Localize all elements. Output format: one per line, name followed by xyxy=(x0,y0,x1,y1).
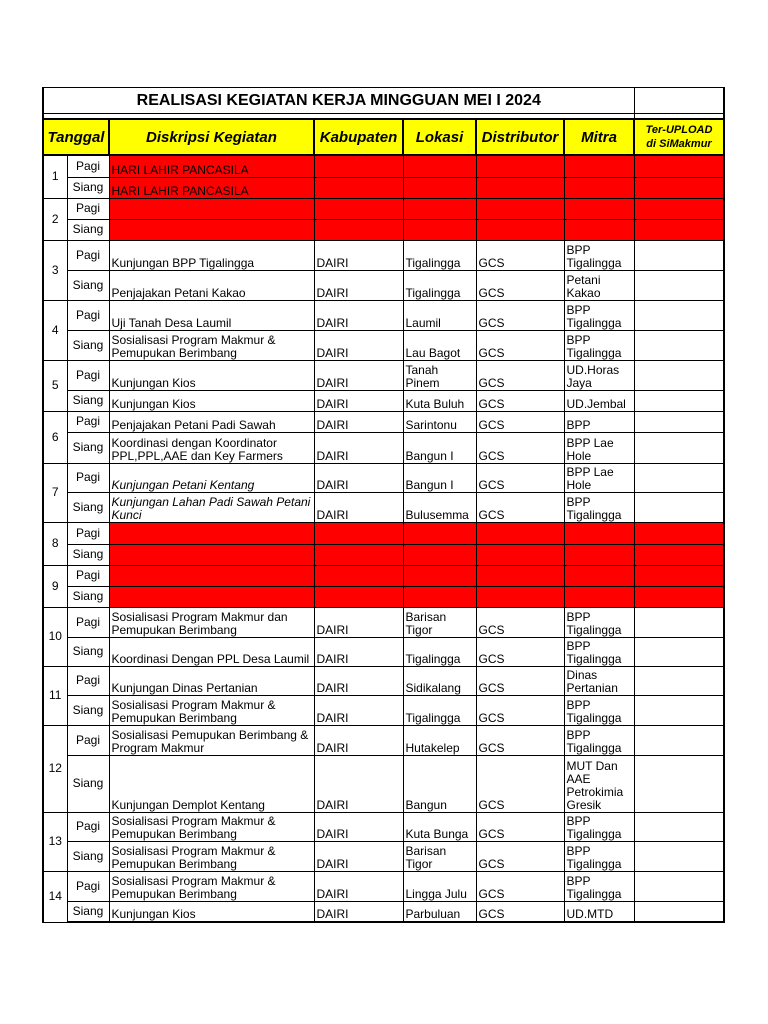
day-number: 14 xyxy=(43,871,67,922)
distributor-cell: GCS xyxy=(476,432,564,463)
session-cell: Pagi xyxy=(67,300,109,330)
lokasi-cell: Barisan Tigor xyxy=(403,841,476,871)
session-cell: Pagi xyxy=(67,240,109,270)
description-cell: HARI LAHIR PANCASILA xyxy=(109,155,314,177)
distributor-cell xyxy=(476,522,564,544)
kabupaten-cell: DAIRI xyxy=(314,695,403,725)
day-number: 6 xyxy=(43,411,67,463)
table-row xyxy=(43,695,724,725)
header-tanggal: Tanggal xyxy=(43,119,109,155)
mitra-cell xyxy=(564,565,634,586)
description-cell: Kunjungan Kios xyxy=(109,390,314,411)
description-cell: Kunjungan Dinas Pertanian xyxy=(109,666,314,695)
session-cell: Pagi xyxy=(67,198,109,219)
lokasi-cell: Parbuluan xyxy=(403,901,476,922)
table-row xyxy=(43,219,724,240)
session-cell: Pagi xyxy=(67,812,109,841)
upload-cell xyxy=(634,755,724,812)
distributor-cell: GCS xyxy=(476,300,564,330)
kabupaten-cell: DAIRI xyxy=(314,871,403,901)
kabupaten-cell: DAIRI xyxy=(314,270,403,300)
upload-cell xyxy=(634,871,724,901)
upload-cell xyxy=(634,270,724,300)
lokasi-cell: Bangun xyxy=(403,755,476,812)
table-row xyxy=(43,177,724,198)
day-number: 1 xyxy=(43,155,67,198)
kabupaten-cell: DAIRI xyxy=(314,390,403,411)
upload-cell xyxy=(634,492,724,522)
mitra-cell xyxy=(564,544,634,565)
session-cell: Pagi xyxy=(67,411,109,432)
upload-cell xyxy=(634,522,724,544)
table-row xyxy=(43,871,724,901)
kabupaten-cell: DAIRI xyxy=(314,492,403,522)
mitra-cell xyxy=(564,522,634,544)
mitra-cell: UD.Jembal xyxy=(564,390,634,411)
kabupaten-cell xyxy=(314,586,403,607)
kabupaten-cell xyxy=(314,219,403,240)
header-lokasi: Lokasi xyxy=(403,119,476,155)
lokasi-cell: Laumil xyxy=(403,300,476,330)
lokasi-cell: Sidikalang xyxy=(403,666,476,695)
day-number: 12 xyxy=(43,725,67,812)
header-distributor: Distributor xyxy=(476,119,564,155)
header-kabupaten: Kabupaten xyxy=(314,119,403,155)
header-uploaded xyxy=(634,119,724,155)
description-cell: Penjajakan Petani Kakao xyxy=(109,270,314,300)
day-number: 10 xyxy=(43,607,67,666)
upload-cell xyxy=(634,565,724,586)
table-row xyxy=(43,300,724,330)
day-number: 11 xyxy=(43,666,67,725)
distributor-cell: GCS xyxy=(476,240,564,270)
day-number: 9 xyxy=(43,565,67,607)
distributor-cell: GCS xyxy=(476,492,564,522)
session-cell: Siang xyxy=(67,432,109,463)
description-cell xyxy=(109,522,314,544)
sheet-title: REALISASI KEGIATAN KERJA MINGGUAN MEI I 2024 xyxy=(43,88,634,114)
kabupaten-cell xyxy=(314,522,403,544)
distributor-cell: GCS xyxy=(476,755,564,812)
upload-cell xyxy=(634,411,724,432)
distributor-cell: GCS xyxy=(476,725,564,755)
session-cell: Siang xyxy=(67,390,109,411)
kabupaten-cell: DAIRI xyxy=(314,666,403,695)
lokasi-cell: Lau Bagot xyxy=(403,330,476,360)
mitra-cell: Dinas Pertanian xyxy=(564,666,634,695)
description-cell: HARI LAHIR PANCASILA xyxy=(109,177,314,198)
mitra-cell: BPP Tigalingga xyxy=(564,637,634,666)
distributor-cell: GCS xyxy=(476,360,564,390)
session-cell: Siang xyxy=(67,841,109,871)
session-cell: Pagi xyxy=(67,666,109,695)
mitra-cell xyxy=(564,177,634,198)
lokasi-cell: Hutakelep xyxy=(403,725,476,755)
kabupaten-cell: DAIRI xyxy=(314,411,403,432)
kabupaten-cell: DAIRI xyxy=(314,812,403,841)
description-cell: Kunjungan Lahan Padi Sawah Petani Kunci xyxy=(109,492,314,522)
upload-cell xyxy=(634,219,724,240)
upload-cell xyxy=(634,177,724,198)
lokasi-cell: Bangun I xyxy=(403,432,476,463)
mitra-cell: BPP Tigalingga xyxy=(564,607,634,637)
upload-cell xyxy=(634,695,724,725)
upload-cell xyxy=(634,155,724,177)
upload-cell xyxy=(634,240,724,270)
session-cell: Siang xyxy=(67,219,109,240)
mitra-cell: BPP Tigalingga xyxy=(564,725,634,755)
table-row xyxy=(43,637,724,666)
table-row xyxy=(43,522,724,544)
upload-cell xyxy=(634,841,724,871)
lokasi-cell: Bulusemma xyxy=(403,492,476,522)
session-cell: Pagi xyxy=(67,725,109,755)
lokasi-cell xyxy=(403,177,476,198)
mitra-cell: BPP Tigalingga xyxy=(564,871,634,901)
description-cell xyxy=(109,198,314,219)
header-uploaded-line2: di SiMakmur xyxy=(646,138,712,150)
session-cell: Pagi xyxy=(67,871,109,901)
day-number: 13 xyxy=(43,812,67,871)
kabupaten-cell: DAIRI xyxy=(314,330,403,360)
distributor-cell: GCS xyxy=(476,330,564,360)
session-cell: Siang xyxy=(67,755,109,812)
kabupaten-cell: DAIRI xyxy=(314,607,403,637)
lokasi-cell: Tigalingga xyxy=(403,270,476,300)
session-cell: Siang xyxy=(67,330,109,360)
distributor-cell xyxy=(476,565,564,586)
session-cell: Pagi xyxy=(67,463,109,492)
kabupaten-cell xyxy=(314,565,403,586)
day-number: 4 xyxy=(43,300,67,360)
description-cell xyxy=(109,219,314,240)
header-mitra: Mitra xyxy=(564,119,634,155)
kabupaten-cell: DAIRI xyxy=(314,432,403,463)
upload-cell xyxy=(634,637,724,666)
table-row xyxy=(43,812,724,841)
mitra-cell: UD.MTD xyxy=(564,901,634,922)
description-cell: Koordinasi Dengan PPL Desa Laumil xyxy=(109,637,314,666)
kabupaten-cell xyxy=(314,155,403,177)
description-cell: Sosialisasi Program Makmur & Pemupukan Berimbang xyxy=(109,812,314,841)
table-row xyxy=(43,155,724,177)
upload-cell xyxy=(634,725,724,755)
lokasi-cell xyxy=(403,522,476,544)
description-cell: Sosialisasi Program Makmur & Pemupukan Berimbang xyxy=(109,695,314,725)
mitra-cell: BPP Tigalingga xyxy=(564,330,634,360)
activity-sheet xyxy=(42,87,725,923)
description-cell: Kunjungan Petani Kentang xyxy=(109,463,314,492)
upload-cell xyxy=(634,198,724,219)
distributor-cell: GCS xyxy=(476,637,564,666)
upload-cell xyxy=(634,360,724,390)
title-row xyxy=(43,88,724,114)
table-row xyxy=(43,725,724,755)
lokasi-cell: Lingga Julu xyxy=(403,871,476,901)
lokasi-cell: Sarintonu xyxy=(403,411,476,432)
kabupaten-cell: DAIRI xyxy=(314,637,403,666)
mitra-cell: BPP Tigalingga xyxy=(564,695,634,725)
session-cell: Siang xyxy=(67,586,109,607)
mitra-cell: BPP xyxy=(564,411,634,432)
session-cell: Siang xyxy=(67,901,109,922)
mitra-cell: BPP Lae Hole xyxy=(564,463,634,492)
mitra-cell: BPP Tigalingga xyxy=(564,492,634,522)
kabupaten-cell xyxy=(314,198,403,219)
upload-cell xyxy=(634,300,724,330)
description-cell xyxy=(109,565,314,586)
description-cell: Kunjungan Kios xyxy=(109,901,314,922)
upload-cell xyxy=(634,432,724,463)
upload-cell xyxy=(634,812,724,841)
table-row xyxy=(43,586,724,607)
lokasi-cell: Barisan Tigor xyxy=(403,607,476,637)
table-row xyxy=(43,240,724,270)
lokasi-cell: Kuta Bunga xyxy=(403,812,476,841)
kabupaten-cell: DAIRI xyxy=(314,300,403,330)
table-row xyxy=(43,755,724,812)
session-cell: Siang xyxy=(67,544,109,565)
session-cell: Siang xyxy=(67,637,109,666)
session-cell: Siang xyxy=(67,270,109,300)
table-row xyxy=(43,565,724,586)
distributor-cell xyxy=(476,586,564,607)
lokasi-cell: Kuta Buluh xyxy=(403,390,476,411)
lokasi-cell xyxy=(403,565,476,586)
mitra-cell xyxy=(564,155,634,177)
table-row xyxy=(43,411,724,432)
description-cell: Sosialisasi Program Makmur & Pemupukan Berimbang xyxy=(109,841,314,871)
description-cell xyxy=(109,586,314,607)
day-number: 2 xyxy=(43,198,67,240)
table-row xyxy=(43,198,724,219)
distributor-cell xyxy=(476,177,564,198)
table-row xyxy=(43,463,724,492)
distributor-cell xyxy=(476,155,564,177)
title-side-cell xyxy=(634,88,724,114)
kabupaten-cell xyxy=(314,177,403,198)
distributor-cell: GCS xyxy=(476,695,564,725)
header-deskripsi: Diskripsi Kegiatan xyxy=(109,119,314,155)
mitra-cell xyxy=(564,586,634,607)
description-cell: Penjajakan Petani Padi Sawah xyxy=(109,411,314,432)
day-number: 5 xyxy=(43,360,67,411)
upload-cell xyxy=(634,544,724,565)
session-cell: Siang xyxy=(67,177,109,198)
mitra-cell: BPP Tigalingga xyxy=(564,240,634,270)
description-cell: Kunjungan Demplot Kentang xyxy=(109,755,314,812)
upload-cell xyxy=(634,607,724,637)
header-row xyxy=(43,119,724,155)
table-row xyxy=(43,544,724,565)
header-uploaded-line1: Ter-UPLOAD xyxy=(645,124,713,136)
distributor-cell xyxy=(476,198,564,219)
mitra-cell xyxy=(564,198,634,219)
lokasi-cell xyxy=(403,544,476,565)
kabupaten-cell: DAIRI xyxy=(314,841,403,871)
kabupaten-cell: DAIRI xyxy=(314,240,403,270)
distributor-cell xyxy=(476,219,564,240)
kabupaten-cell xyxy=(314,544,403,565)
kabupaten-cell: DAIRI xyxy=(314,901,403,922)
lokasi-cell xyxy=(403,198,476,219)
session-cell: Pagi xyxy=(67,565,109,586)
distributor-cell: GCS xyxy=(476,463,564,492)
mitra-cell: BPP Tigalingga xyxy=(564,300,634,330)
table-row xyxy=(43,841,724,871)
description-cell: Uji Tanah Desa Laumil xyxy=(109,300,314,330)
lokasi-cell xyxy=(403,219,476,240)
session-cell: Pagi xyxy=(67,522,109,544)
upload-cell xyxy=(634,390,724,411)
distributor-cell: GCS xyxy=(476,871,564,901)
upload-cell xyxy=(634,330,724,360)
day-number: 3 xyxy=(43,240,67,300)
distributor-cell: GCS xyxy=(476,411,564,432)
day-number: 8 xyxy=(43,522,67,565)
distributor-cell: GCS xyxy=(476,390,564,411)
mitra-cell xyxy=(564,219,634,240)
table-row xyxy=(43,901,724,922)
description-cell: Sosialisasi Program Makmur & Pemupukan Berimbang xyxy=(109,871,314,901)
mitra-cell: MUT Dan AAE Petrokimia Gresik xyxy=(564,755,634,812)
description-cell: Sosialisasi Program Makmur dan Pemupukan Berimbang xyxy=(109,607,314,637)
distributor-cell: GCS xyxy=(476,841,564,871)
description-cell: Sosialisasi Program Makmur & Pemupukan Berimbang xyxy=(109,330,314,360)
description-cell: Kunjungan BPP Tigalingga xyxy=(109,240,314,270)
lokasi-cell: Tigalingga xyxy=(403,240,476,270)
upload-cell xyxy=(634,666,724,695)
session-cell: Pagi xyxy=(67,360,109,390)
mitra-cell: UD.Horas Jaya xyxy=(564,360,634,390)
session-cell: Pagi xyxy=(67,155,109,177)
upload-cell xyxy=(634,463,724,492)
description-cell: Kunjungan Kios xyxy=(109,360,314,390)
upload-cell xyxy=(634,901,724,922)
table-row xyxy=(43,330,724,360)
mitra-cell: BPP Lae Hole xyxy=(564,432,634,463)
distributor-cell: GCS xyxy=(476,901,564,922)
kabupaten-cell: DAIRI xyxy=(314,463,403,492)
upload-cell xyxy=(634,586,724,607)
lokasi-cell: Tigalingga xyxy=(403,695,476,725)
kabupaten-cell: DAIRI xyxy=(314,725,403,755)
mitra-cell: Petani Kakao xyxy=(564,270,634,300)
session-cell: Pagi xyxy=(67,607,109,637)
lokasi-cell xyxy=(403,586,476,607)
lokasi-cell: Tanah Pinem xyxy=(403,360,476,390)
session-cell: Siang xyxy=(67,492,109,522)
distributor-cell: GCS xyxy=(476,812,564,841)
mitra-cell: BPP Tigalingga xyxy=(564,841,634,871)
kabupaten-cell: DAIRI xyxy=(314,755,403,812)
day-number: 7 xyxy=(43,463,67,522)
lokasi-cell xyxy=(403,155,476,177)
kabupaten-cell: DAIRI xyxy=(314,360,403,390)
description-cell: Sosialisasi Pemupukan Berimbang & Program Makmur xyxy=(109,725,314,755)
description-cell: Koordinasi dengan Koordinator PPL,PPL,AAE dan Key Farmers xyxy=(109,432,314,463)
lokasi-cell: Bangun I xyxy=(403,463,476,492)
lokasi-cell: Tigalingga xyxy=(403,637,476,666)
table-row xyxy=(43,492,724,522)
table-row xyxy=(43,360,724,390)
table-row xyxy=(43,666,724,695)
distributor-cell xyxy=(476,544,564,565)
distributor-cell: GCS xyxy=(476,270,564,300)
distributor-cell: GCS xyxy=(476,666,564,695)
table-row xyxy=(43,432,724,463)
mitra-cell: BPP Tigalingga xyxy=(564,812,634,841)
distributor-cell: GCS xyxy=(476,607,564,637)
table-row xyxy=(43,607,724,637)
table-row xyxy=(43,270,724,300)
session-cell: Siang xyxy=(67,695,109,725)
description-cell xyxy=(109,544,314,565)
table-row xyxy=(43,390,724,411)
